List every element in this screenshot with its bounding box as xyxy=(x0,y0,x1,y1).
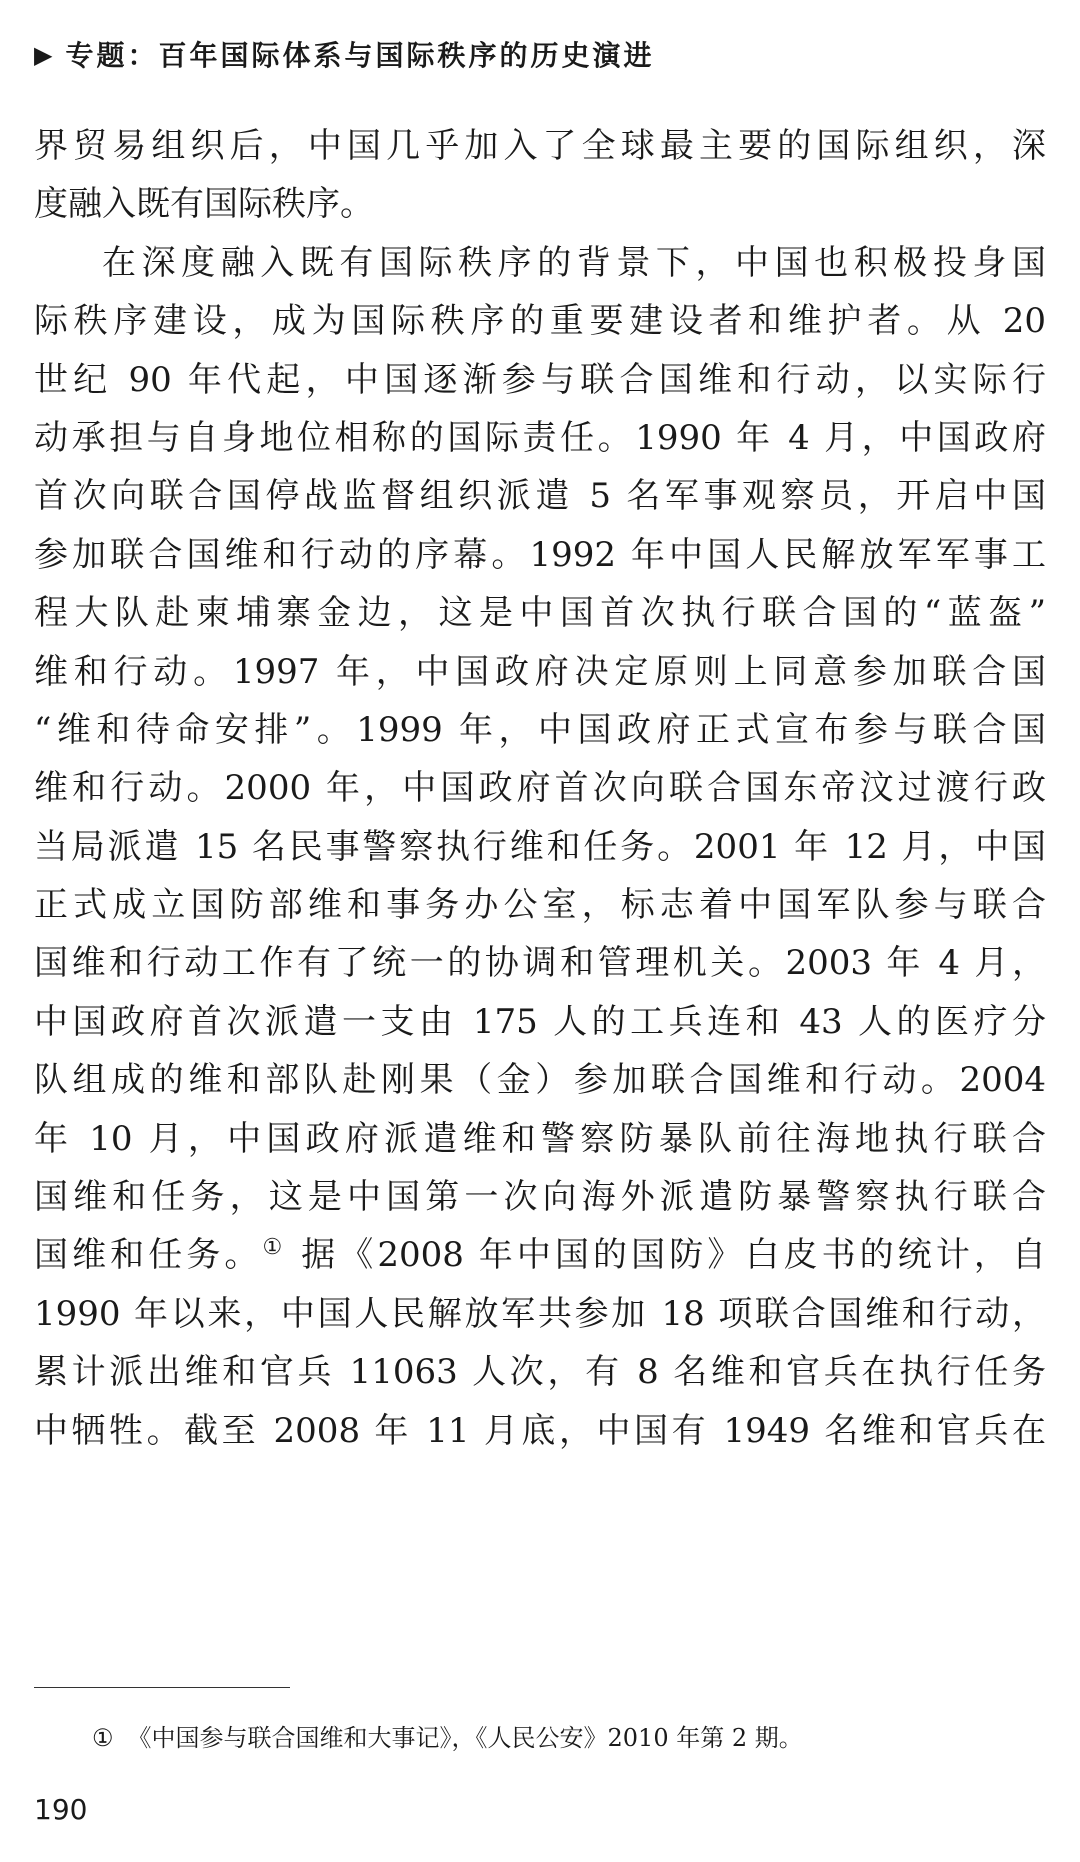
text-line: 队组成的维和部队赴刚果（金）参加联合国维和行动。2004 xyxy=(34,1060,1046,1101)
text-line: 维和行动。2000 年，中国政府首次向联合国东帝汶过渡行政 xyxy=(34,768,1046,809)
footnote-mark: ① xyxy=(92,1724,114,1752)
text-segment: 据《2008 年中国的国防》白皮书的统计，自 xyxy=(286,1235,1046,1276)
triangle-marker-icon: ▶ xyxy=(34,41,56,69)
text-line: 参加联合国维和行动的序幕。1992 年中国人民解放军军事工 xyxy=(34,534,1046,575)
footnote-text: 《中国参与联合国维和大事记》，《人民公安》2010 年第 2 期。 xyxy=(127,1724,803,1752)
text-line: 度融入既有国际秩序。 xyxy=(34,184,374,225)
text-line: 国维和任务，这是中国第一次向海外派遣防暴警察执行联合 xyxy=(34,1177,1046,1218)
text-line: 维和行动。1997 年，中国政府决定原则上同意参加联合国 xyxy=(34,651,1046,692)
text-line: 中国政府首次派遣一支由 175 人的工兵连和 43 人的医疗分 xyxy=(34,1001,1046,1042)
running-head-title: 专题：百年国际体系与国际秩序的历史演进 xyxy=(65,39,655,72)
text-line: 1990 年以来，中国人民解放军共参加 18 项联合国维和行动， xyxy=(34,1293,1046,1334)
text-line: 首次向联合国停战监督组织派遣 5 名军事观察员，开启中国 xyxy=(34,476,1046,517)
text-line: 正式成立国防部维和事务办公室，标志着中国军队参与联合 xyxy=(34,885,1046,926)
text-line: 世纪 90 年代起，中国逐渐参与联合国维和行动，以实际行 xyxy=(34,359,1046,400)
text-line: 当局派遣 15 名民事警察执行维和任务。2001 年 12 月，中国 xyxy=(34,826,1046,867)
body-text xyxy=(34,117,1046,1460)
text-line: 中牺牲。截至 2008 年 11 月底，中国有 1949 名维和官兵在 xyxy=(34,1410,1046,1451)
text-segment: 国维和任务。 xyxy=(34,1235,263,1276)
page-number: 190 xyxy=(34,1793,88,1826)
text-line: 年 10 月，中国政府派遣维和警察防暴队前往海地执行联合 xyxy=(34,1118,1046,1159)
text-line: 界贸易组织后，中国几乎加入了全球最主要的国际组织，深 xyxy=(34,126,1046,166)
footnote-reference[interactable]: ① xyxy=(262,1235,287,1261)
footnote-divider xyxy=(34,1687,290,1688)
text-line: 在深度融入既有国际秩序的背景下，中国也积极投身国 xyxy=(102,242,1046,283)
running-head xyxy=(34,34,654,74)
text-line: 国维和行动工作有了统一的协调和管理机关。2003 年 4 月， xyxy=(34,943,1046,984)
text-line: 动承担与自身地位相称的国际责任。1990 年 4 月，中国政府 xyxy=(34,417,1046,458)
text-line: 际秩序建设，成为国际秩序的重要建设者和维护者。从 20 xyxy=(34,301,1046,342)
footnote xyxy=(92,1718,803,1753)
text-line-with-footnote-ref xyxy=(34,1226,1046,1284)
text-line: 程大队赴柬埔寨金边，这是中国首次执行联合国的“蓝盔” xyxy=(34,593,1046,634)
text-line: 累计派出维和官兵 11063 人次，有 8 名维和官兵在执行任务 xyxy=(34,1352,1046,1393)
text-line: “维和待命安排”。1999 年，中国政府正式宣布参与联合国 xyxy=(34,709,1046,750)
